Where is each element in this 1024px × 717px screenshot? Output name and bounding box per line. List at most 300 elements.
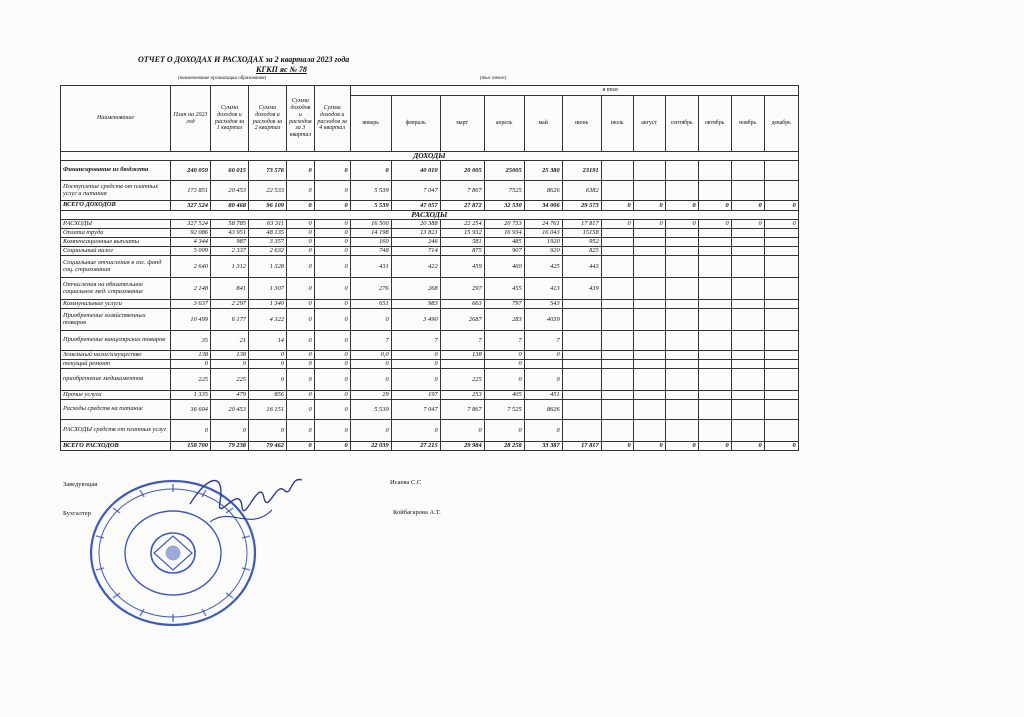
table-cell: 79 238 xyxy=(211,442,249,451)
table-cell: 0 xyxy=(484,420,524,442)
table-cell: 0 xyxy=(601,201,633,211)
table-cell xyxy=(633,247,665,256)
table-cell xyxy=(665,181,698,201)
table-cell: 431 xyxy=(350,256,391,278)
table-cell: 96 109 xyxy=(249,201,287,211)
table-row xyxy=(61,201,799,211)
table-cell: 21 xyxy=(211,331,249,351)
table-cell: 0 xyxy=(698,201,731,211)
table-cell xyxy=(731,256,764,278)
table-row xyxy=(61,442,799,451)
table-cell xyxy=(633,238,665,247)
report-table xyxy=(60,85,799,451)
table-cell: 0 xyxy=(633,220,665,229)
table-cell: 0 xyxy=(287,229,315,238)
table-cell: 17 817 xyxy=(562,220,601,229)
table-cell: 27 215 xyxy=(391,442,440,451)
table-cell xyxy=(731,400,764,420)
table-cell: 138 xyxy=(211,351,249,360)
table-cell xyxy=(633,391,665,400)
table-cell xyxy=(562,369,601,391)
table-cell: 29 573 xyxy=(562,201,601,211)
table-cell xyxy=(562,351,601,360)
table-cell xyxy=(665,400,698,420)
table-cell: 0 xyxy=(287,351,315,360)
table-cell: 0 xyxy=(698,220,731,229)
table-cell: 0 xyxy=(484,351,524,360)
table-cell xyxy=(731,300,764,309)
table-cell xyxy=(601,391,633,400)
table-row xyxy=(61,309,799,331)
table-cell: 451 xyxy=(524,391,562,400)
table-cell: 1 307 xyxy=(249,278,287,300)
table-cell: 0 xyxy=(287,442,315,451)
table-cell xyxy=(764,229,798,238)
table-cell: 225 xyxy=(171,369,211,391)
table-cell: 0 xyxy=(484,369,524,391)
table-cell: 17 817 xyxy=(562,442,601,451)
table-cell: 0 xyxy=(171,360,211,369)
table-cell xyxy=(764,278,798,300)
section-expense-label: РАСХОДЫ xyxy=(61,211,799,220)
table-cell: 0 xyxy=(314,181,350,201)
table-cell xyxy=(698,161,731,181)
table-cell xyxy=(764,181,798,201)
row-name: Коммунальные услуги xyxy=(61,300,171,309)
header-month: октябрь xyxy=(698,96,731,152)
table-cell: 0 xyxy=(440,420,484,442)
table-body xyxy=(61,152,799,451)
table-cell: 0 xyxy=(287,256,315,278)
table-cell xyxy=(665,369,698,391)
table-cell: 0 xyxy=(350,369,391,391)
table-cell xyxy=(633,369,665,391)
table-cell: 240 059 xyxy=(171,161,211,181)
table-cell: 28 258 xyxy=(484,442,524,451)
table-cell: 8626 xyxy=(524,181,562,201)
table-cell xyxy=(665,278,698,300)
table-cell: 15158 xyxy=(562,229,601,238)
table-cell xyxy=(665,247,698,256)
table-cell: 425 xyxy=(524,256,562,278)
table-cell: 0 xyxy=(524,420,562,442)
table-cell: 459 xyxy=(440,256,484,278)
table-cell: 0 xyxy=(314,161,350,181)
table-cell: 5 009 xyxy=(171,247,211,256)
header-month: июнь xyxy=(562,96,601,152)
table-cell: 714 xyxy=(391,247,440,256)
table-cell: 0 xyxy=(350,420,391,442)
table-cell: 20 733 xyxy=(484,220,524,229)
table-cell: 1 335 xyxy=(171,391,211,400)
table-cell xyxy=(665,229,698,238)
table-cell: 36 604 xyxy=(171,400,211,420)
table-cell: 22 039 xyxy=(350,442,391,451)
table-cell: 4 322 xyxy=(249,309,287,331)
table-cell xyxy=(764,360,798,369)
table-cell xyxy=(698,331,731,351)
table-cell: 0 xyxy=(287,220,315,229)
table-cell: 7 xyxy=(484,331,524,351)
table-cell xyxy=(698,229,731,238)
table-cell xyxy=(764,369,798,391)
table-cell: 0 xyxy=(350,309,391,331)
table-cell xyxy=(698,247,731,256)
table-cell xyxy=(698,309,731,331)
header-month: февраль xyxy=(391,96,440,152)
table-cell xyxy=(698,420,731,442)
table-cell: 276 xyxy=(350,278,391,300)
table-cell xyxy=(601,420,633,442)
table-cell: 7 867 xyxy=(440,400,484,420)
table-cell: 0 xyxy=(698,442,731,451)
table-cell xyxy=(731,181,764,201)
table-cell xyxy=(601,300,633,309)
table-cell xyxy=(524,360,562,369)
table-cell: 23191 xyxy=(562,161,601,181)
table-cell: 0 xyxy=(764,442,798,451)
header-month: май xyxy=(524,96,562,152)
table-cell: 0 xyxy=(287,300,315,309)
table-cell: 80 468 xyxy=(211,201,249,211)
table-cell: 460 xyxy=(484,256,524,278)
table-cell: 2 337 xyxy=(211,247,249,256)
table-cell xyxy=(633,256,665,278)
table-header xyxy=(61,86,799,152)
table-cell: 0 xyxy=(314,201,350,211)
table-cell: 0 xyxy=(665,220,698,229)
table-cell: 3 637 xyxy=(171,300,211,309)
table-cell: 0 xyxy=(601,220,633,229)
header-month: июль xyxy=(601,96,633,152)
table-cell: 43 951 xyxy=(211,229,249,238)
table-cell xyxy=(601,247,633,256)
table-cell xyxy=(665,331,698,351)
table-row xyxy=(61,220,799,229)
table-cell: 443 xyxy=(562,256,601,278)
table-cell: 0 xyxy=(391,369,440,391)
table-cell xyxy=(764,247,798,256)
table-cell: 16 500 xyxy=(350,220,391,229)
table-cell xyxy=(698,278,731,300)
table-cell: 581 xyxy=(440,238,484,247)
table-cell: 3 490 xyxy=(391,309,440,331)
table-cell xyxy=(764,309,798,331)
table-cell xyxy=(731,238,764,247)
table-cell xyxy=(764,161,798,181)
table-cell: 0 xyxy=(287,420,315,442)
table-cell xyxy=(665,300,698,309)
table-cell xyxy=(665,360,698,369)
table-cell: 825 xyxy=(562,247,601,256)
caption-units: (тыс тенге) xyxy=(480,76,507,81)
table-cell xyxy=(698,256,731,278)
table-cell: 651 xyxy=(350,300,391,309)
table-cell xyxy=(601,256,633,278)
row-name: Поступление средств от платных услуг и питания xyxy=(61,181,171,201)
table-cell: 35 xyxy=(171,331,211,351)
table-cell: 439 xyxy=(562,278,601,300)
table-cell: 0 xyxy=(731,220,764,229)
row-name: Социальный налог xyxy=(61,247,171,256)
table-cell: 1 340 xyxy=(249,300,287,309)
table-cell: 29 xyxy=(350,391,391,400)
table-cell: 0 xyxy=(314,331,350,351)
table-cell: 63 311 xyxy=(249,220,287,229)
table-cell: 0 xyxy=(249,351,287,360)
table-cell: 7 867 xyxy=(440,181,484,201)
table-cell: 3 357 xyxy=(249,238,287,247)
table-cell: 24 761 xyxy=(524,220,562,229)
table-cell: 0 xyxy=(764,220,798,229)
table-cell xyxy=(665,351,698,360)
table-cell: 0 xyxy=(314,220,350,229)
table-row xyxy=(61,238,799,247)
table-cell: 0 xyxy=(287,309,315,331)
table-cell: 479 xyxy=(211,391,249,400)
table-cell: 0 xyxy=(314,351,350,360)
table-cell xyxy=(633,351,665,360)
table-cell: 4039 xyxy=(524,309,562,331)
row-name: Расходы средств на питание xyxy=(61,400,171,420)
table-cell: 0 xyxy=(391,351,440,360)
table-cell: 79 462 xyxy=(249,442,287,451)
table-cell xyxy=(731,331,764,351)
table-cell xyxy=(633,360,665,369)
table-row xyxy=(61,369,799,391)
table-cell xyxy=(633,420,665,442)
table-cell xyxy=(731,360,764,369)
row-name: Земельный налог/имущество xyxy=(61,351,171,360)
table-cell: 0 xyxy=(314,400,350,420)
table-row xyxy=(61,331,799,351)
table-cell xyxy=(601,351,633,360)
table-row xyxy=(61,278,799,300)
table-row xyxy=(61,229,799,238)
table-cell xyxy=(601,238,633,247)
table-cell: 14 xyxy=(249,331,287,351)
table-cell: 0 xyxy=(287,400,315,420)
table-cell: 283 xyxy=(484,309,524,331)
row-name: Социальные отчисления в гос. фонд соц. страхования xyxy=(61,256,171,278)
header-month: декабрь xyxy=(764,96,798,152)
section-income xyxy=(61,152,799,161)
header-q2: Сумма доходов и расходов за 2 квартал xyxy=(249,86,287,152)
table-cell: 0 xyxy=(314,369,350,391)
table-cell: 841 xyxy=(211,278,249,300)
table-cell: 0 xyxy=(287,161,315,181)
table-cell: 15 932 xyxy=(440,229,484,238)
table-cell: 0 xyxy=(287,360,315,369)
table-cell xyxy=(731,247,764,256)
row-name: Компенсационные выплаты xyxy=(61,238,171,247)
table-cell xyxy=(633,309,665,331)
table-cell xyxy=(764,238,798,247)
table-cell: 0 xyxy=(314,247,350,256)
row-name: ВСЕГО ДОХОДОВ xyxy=(61,201,171,211)
table-cell xyxy=(731,351,764,360)
table-cell xyxy=(601,181,633,201)
table-cell: 225 xyxy=(211,369,249,391)
table-cell: 297 xyxy=(440,278,484,300)
table-cell: 485 xyxy=(484,238,524,247)
table-cell: 158 700 xyxy=(171,442,211,451)
table-cell xyxy=(665,420,698,442)
table-cell xyxy=(562,300,601,309)
row-name: приобретение медикаментов xyxy=(61,369,171,391)
table-cell: 0 xyxy=(484,360,524,369)
table-cell: 22 254 xyxy=(440,220,484,229)
table-cell: 268 xyxy=(391,278,440,300)
row-name: Оплата труда xyxy=(61,229,171,238)
table-cell: 0 xyxy=(314,391,350,400)
table-cell xyxy=(601,278,633,300)
table-cell: 907 xyxy=(484,247,524,256)
table-cell: 1 312 xyxy=(211,256,249,278)
row-name: РАСХОДЫ xyxy=(61,220,171,229)
table-cell: 0 xyxy=(524,351,562,360)
table-cell xyxy=(731,391,764,400)
table-cell xyxy=(601,400,633,420)
table-cell: 20 005 xyxy=(440,161,484,181)
table-cell: 5 539 xyxy=(350,400,391,420)
table-cell: 0 xyxy=(314,229,350,238)
table-cell: 20 453 xyxy=(211,181,249,201)
table-cell: 0 xyxy=(350,360,391,369)
accountant-name: Койбагарова А.Т. xyxy=(393,509,441,516)
table-cell: 2 297 xyxy=(211,300,249,309)
table-cell: 27 872 xyxy=(440,201,484,211)
table-cell: 952 xyxy=(562,238,601,247)
table-cell xyxy=(731,161,764,181)
table-cell xyxy=(665,391,698,400)
table-cell: 0 xyxy=(314,309,350,331)
table-cell: 7 xyxy=(524,331,562,351)
table-cell xyxy=(562,391,601,400)
table-cell xyxy=(731,278,764,300)
table-cell: 7 xyxy=(440,331,484,351)
table-cell: 4 344 xyxy=(171,238,211,247)
table-cell xyxy=(698,391,731,400)
table-cell: 40 010 xyxy=(391,161,440,181)
table-cell: 0 xyxy=(287,247,315,256)
table-cell: 327 524 xyxy=(171,220,211,229)
table-cell: 0 xyxy=(314,238,350,247)
table-cell: 920 xyxy=(524,247,562,256)
table-cell xyxy=(562,309,601,331)
table-cell: 7 525 xyxy=(484,400,524,420)
table-cell: 16 151 xyxy=(249,400,287,420)
table-cell: 0 xyxy=(314,256,350,278)
table-cell xyxy=(764,400,798,420)
table-cell xyxy=(764,256,798,278)
table-cell: 7 xyxy=(350,331,391,351)
table-cell xyxy=(665,238,698,247)
row-name: Отчисления на обязательное социальное мед. страхование xyxy=(61,278,171,300)
table-cell: 0 xyxy=(665,201,698,211)
table-cell: 0 xyxy=(350,161,391,181)
table-cell: 987 xyxy=(211,238,249,247)
table-cell: 47 057 xyxy=(391,201,440,211)
table-cell: 0 xyxy=(731,442,764,451)
table-cell: 33 387 xyxy=(524,442,562,451)
table-cell: 34 006 xyxy=(524,201,562,211)
table-cell: 32 530 xyxy=(484,201,524,211)
table-cell xyxy=(562,400,601,420)
table-cell: 92 086 xyxy=(171,229,211,238)
table-cell: 60 015 xyxy=(211,161,249,181)
row-name: Приобретение канцелярских товаров xyxy=(61,331,171,351)
table-cell: 2 148 xyxy=(171,278,211,300)
table-cell: 22 533 xyxy=(249,181,287,201)
row-name: текущий ремонт xyxy=(61,360,171,369)
table-cell xyxy=(731,229,764,238)
table-cell xyxy=(633,331,665,351)
table-cell: 543 xyxy=(524,300,562,309)
header-month: январь xyxy=(350,96,391,152)
table-cell xyxy=(698,181,731,201)
table-row xyxy=(61,256,799,278)
table-cell: 455 xyxy=(484,278,524,300)
table-cell xyxy=(562,360,601,369)
table-cell xyxy=(731,420,764,442)
table-cell xyxy=(562,331,601,351)
table-cell: 0 xyxy=(391,420,440,442)
table-cell xyxy=(665,161,698,181)
table-cell: 983 xyxy=(391,300,440,309)
table-cell: 13 821 xyxy=(391,229,440,238)
section-expense xyxy=(61,211,799,220)
table-cell xyxy=(698,400,731,420)
table-cell xyxy=(601,309,633,331)
head-label: Заведующая xyxy=(63,481,98,488)
table-cell: 20 388 xyxy=(391,220,440,229)
report-title-line2: КГКП яс № 78 xyxy=(256,65,307,74)
table-cell xyxy=(633,400,665,420)
header-q3: Сумма доходов и расходов за 3 квартал xyxy=(287,86,315,152)
table-cell: 0 xyxy=(633,201,665,211)
table-cell xyxy=(601,360,633,369)
table-cell: 20 453 xyxy=(211,400,249,420)
table-cell: 0 xyxy=(287,369,315,391)
table-cell xyxy=(665,256,698,278)
table-cell: 29 984 xyxy=(440,442,484,451)
table-cell: 16 934 xyxy=(484,229,524,238)
table-row xyxy=(61,300,799,309)
section-income-label: ДОХОДЫ xyxy=(61,152,799,161)
table-cell: 875 xyxy=(440,247,484,256)
table-cell: 138 xyxy=(171,351,211,360)
header-month: ноябрь xyxy=(731,96,764,152)
row-name: РАСХОДЫ средств от платных услуг xyxy=(61,420,171,442)
table-cell: 7 047 xyxy=(391,181,440,201)
table-cell: 413 xyxy=(524,278,562,300)
table-cell xyxy=(633,181,665,201)
row-name: Приобретение хозяйственных товаров xyxy=(61,309,171,331)
table-cell xyxy=(601,331,633,351)
table-row xyxy=(61,391,799,400)
handwritten-signature xyxy=(180,462,310,542)
table-cell: 14 198 xyxy=(350,229,391,238)
table-row xyxy=(61,247,799,256)
table-cell: 5 539 xyxy=(350,201,391,211)
table-cell: 6 177 xyxy=(211,309,249,331)
table-cell: 0,0 xyxy=(350,351,391,360)
table-cell: 0 xyxy=(171,420,211,442)
table-cell: 748 xyxy=(350,247,391,256)
table-cell xyxy=(764,351,798,360)
header-month: апрель xyxy=(484,96,524,152)
